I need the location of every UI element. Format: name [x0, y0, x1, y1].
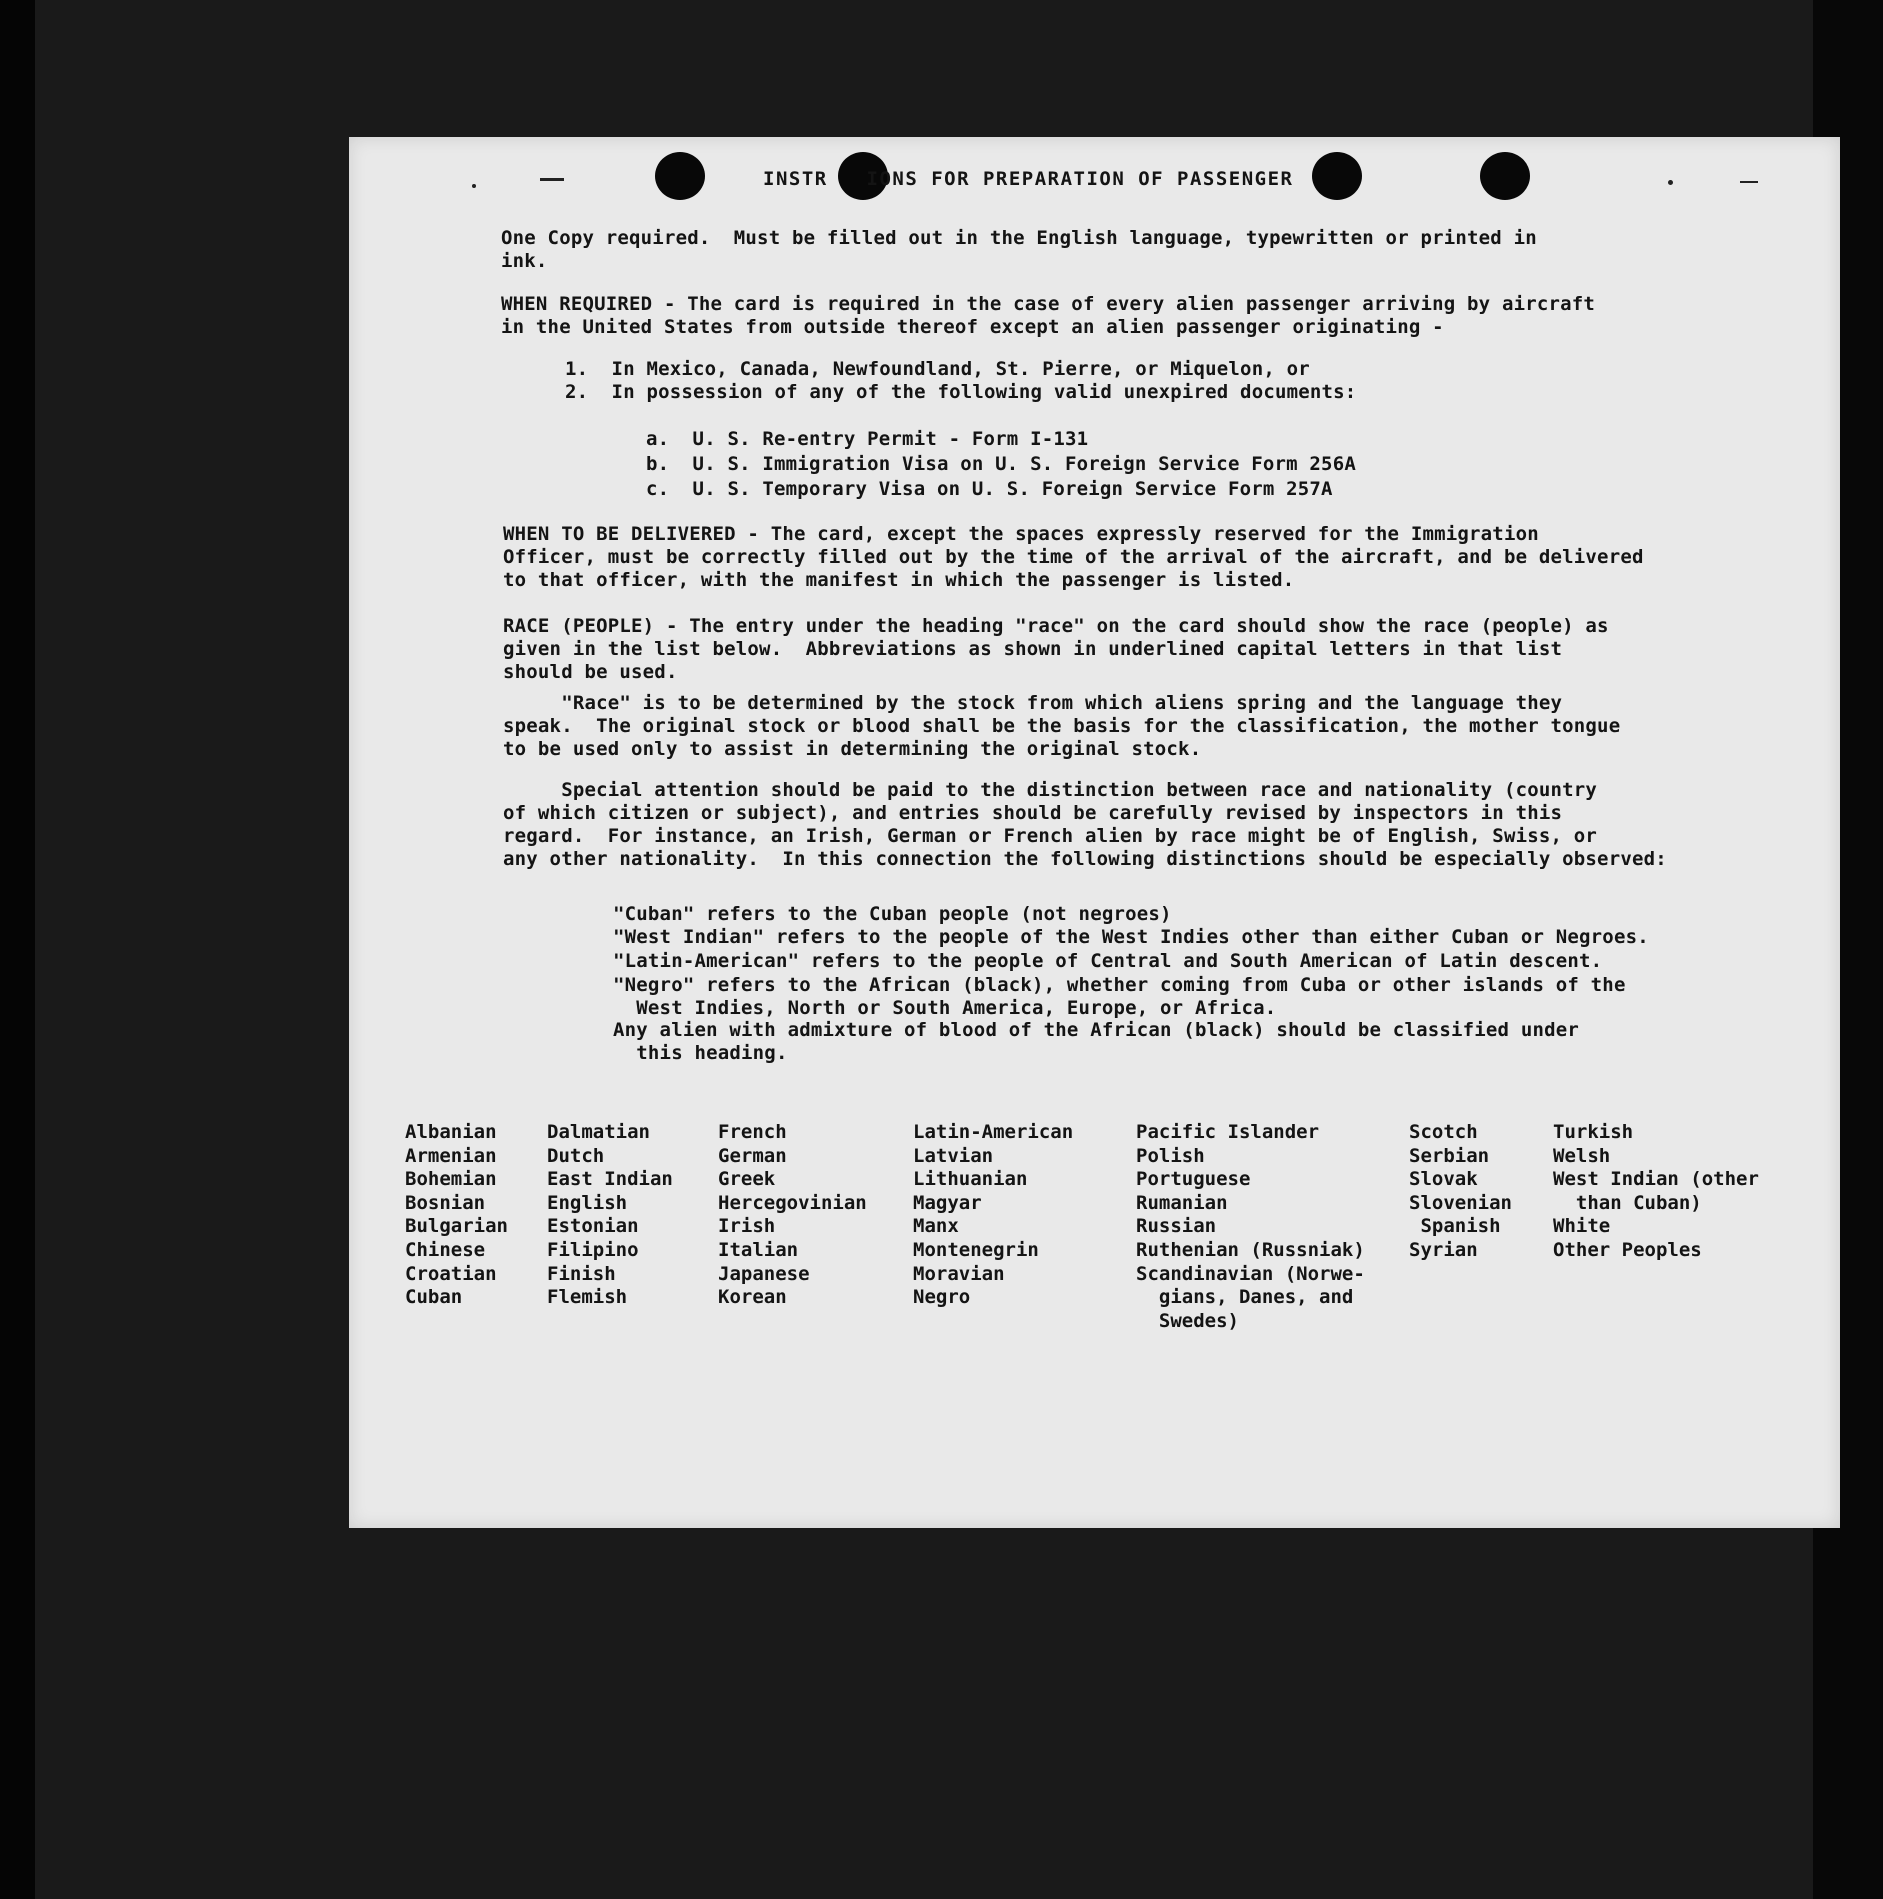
- punch-hole: [1480, 152, 1530, 200]
- distinction-paragraph: Special attention should be paid to the distinction between race and nationality (country of which citizen or subject), and entries should be carefully revised by inspectors in this regard. For instance, an Irish, German or French alien by race might be of English, Swiss, or any other nationality. In this connection the following distinctions should be especially observed:: [503, 779, 1667, 870]
- race-entry: Polish: [1136, 1144, 1205, 1167]
- race-list-column: [1409, 1121, 1512, 1263]
- scan-mark: [1668, 180, 1673, 185]
- race-entry: Japanese: [718, 1262, 810, 1285]
- race-entry: gians, Danes, and: [1136, 1286, 1354, 1309]
- race-entry: Estonian: [547, 1215, 639, 1238]
- race-entry: White: [1553, 1215, 1611, 1238]
- race-entry: Flemish: [547, 1286, 628, 1309]
- race-entry: Croatian: [405, 1262, 497, 1285]
- distinction-item: "Cuban" refers to the Cuban people (not negroes): [613, 903, 1172, 925]
- race-entry: Spanish: [1409, 1215, 1501, 1238]
- race-entry: Turkish: [1553, 1121, 1634, 1143]
- race-entry: East Indian: [547, 1168, 673, 1191]
- race-entry: Albanian: [405, 1121, 497, 1143]
- when-delivered-paragraph: WHEN TO BE DELIVERED - The card, except the spaces expressly reserved for the Immigration Officer, must be correctly filled out by the time of the arrival of the aircraft, and be delivered to that officer, with the manifest in which the passenger is listed.: [503, 523, 1644, 591]
- race-entry: English: [547, 1191, 628, 1214]
- race-entry: Moravian: [913, 1262, 1005, 1285]
- distinction-item: Any alien with admixture of blood of the African (black) should be classified under this heading.: [613, 1019, 1580, 1064]
- scan-mark: [472, 184, 476, 188]
- race-entry: German: [718, 1144, 787, 1167]
- scan-mark: [1740, 181, 1758, 183]
- race-entry: Filipino: [547, 1238, 639, 1261]
- race-entry: Finish: [547, 1262, 616, 1285]
- race-entry: Syrian: [1409, 1238, 1478, 1261]
- scan-mark: [540, 178, 564, 181]
- race-entry: than Cuban): [1553, 1191, 1702, 1214]
- race-entry: Italian: [718, 1238, 799, 1261]
- page-title: INSTR IONS FOR PREPARATION OF PASSENGER: [763, 168, 1294, 190]
- race-entry: Dalmatian: [547, 1121, 650, 1143]
- scan-border-left: [0, 0, 35, 1899]
- race-entry: Ruthenian (Russniak): [1136, 1238, 1365, 1261]
- distinction-item: "West Indian" refers to the people of the West Indies other than either Cuban or Negroes.: [613, 926, 1649, 948]
- document-item: c. U. S. Temporary Visa on U. S. Foreign Service Form 257A: [646, 478, 1333, 500]
- race-list-column: [1553, 1121, 1759, 1263]
- race-entry: Magyar: [913, 1191, 982, 1214]
- race-entry: Irish: [718, 1215, 776, 1238]
- race-list-column: [547, 1121, 673, 1310]
- race-entry: Hercegovinian: [718, 1191, 867, 1214]
- race-entry: Latin-American: [913, 1121, 1074, 1143]
- when-required-paragraph: WHEN REQUIRED - The card is required in the case of every alien passenger arriving by aircraft in the United States from outside thereof except an alien passenger originating -: [501, 293, 1596, 338]
- race-entry: Russian: [1136, 1215, 1217, 1238]
- race-entry: Swedes): [1136, 1309, 1239, 1332]
- race-list-column: [913, 1121, 1073, 1310]
- race-entry: Slovak: [1409, 1168, 1478, 1191]
- race-heading-paragraph: RACE (PEOPLE) - The entry under the heading "race" on the card should show the race (people) as given in the list below. Abbreviations as shown in underlined capital letters in that list should be used.: [503, 615, 1609, 683]
- race-entry: Montenegrin: [913, 1238, 1039, 1261]
- race-entry: Negro: [913, 1286, 971, 1309]
- punch-hole: [1312, 152, 1362, 200]
- distinction-item: "Negro" refers to the African (black), whether coming from Cuba or other islands of the West Indies, North or South America, Europe, or Africa.: [613, 974, 1626, 1019]
- race-entry: Scandinavian (Norwe-: [1136, 1262, 1365, 1285]
- condition-item: 1. In Mexico, Canada, Newfoundland, St. Pierre, or Miquelon, or: [565, 358, 1310, 380]
- race-entry: Manx: [913, 1215, 959, 1238]
- race-entry: Serbian: [1409, 1144, 1490, 1167]
- race-entry: Armenian: [405, 1144, 497, 1167]
- race-entry: Dutch: [547, 1144, 605, 1167]
- race-entry: Latvian: [913, 1144, 994, 1167]
- race-entry: Chinese: [405, 1238, 486, 1261]
- race-definition-paragraph: "Race" is to be determined by the stock from which aliens spring and the language they speak. The original stock or blood shall be the basis for the classification, the mother tongue to be used only to assist in determining the original stock.: [503, 692, 1621, 760]
- intro-paragraph: One Copy required. Must be filled out in the English language, typewritten or printed in ink.: [501, 227, 1537, 272]
- race-entry: Slovenian: [1409, 1191, 1512, 1214]
- race-entry: Korean: [718, 1286, 787, 1309]
- document-item: a. U. S. Re-entry Permit - Form I-131: [646, 428, 1089, 450]
- condition-item: 2. In possession of any of the following valid unexpired documents:: [565, 381, 1357, 403]
- race-list-column: [405, 1121, 508, 1310]
- race-entry: Greek: [718, 1168, 776, 1191]
- race-list-column: [1136, 1121, 1365, 1333]
- race-list-column: [718, 1121, 867, 1310]
- document-item: b. U. S. Immigration Visa on U. S. Foreign Service Form 256A: [646, 453, 1356, 475]
- distinction-item: "Latin-American" refers to the people of Central and South American of Latin descent.: [613, 950, 1603, 972]
- race-entry: Welsh: [1553, 1144, 1611, 1167]
- race-entry: West Indian (other: [1553, 1168, 1759, 1191]
- race-entry: Pacific Islander: [1136, 1121, 1320, 1143]
- race-entry: Lithuanian: [913, 1168, 1028, 1191]
- race-entry: Bohemian: [405, 1168, 497, 1191]
- race-entry: Scotch: [1409, 1121, 1478, 1143]
- race-entry: Rumanian: [1136, 1191, 1228, 1214]
- race-entry: French: [718, 1121, 787, 1143]
- race-entry: Cuban: [405, 1286, 463, 1309]
- race-entry: Other Peoples: [1553, 1238, 1702, 1261]
- race-entry: Portuguese: [1136, 1168, 1251, 1191]
- race-entry: Bulgarian: [405, 1215, 508, 1238]
- race-entry: Bosnian: [405, 1191, 486, 1214]
- punch-hole: [655, 152, 705, 200]
